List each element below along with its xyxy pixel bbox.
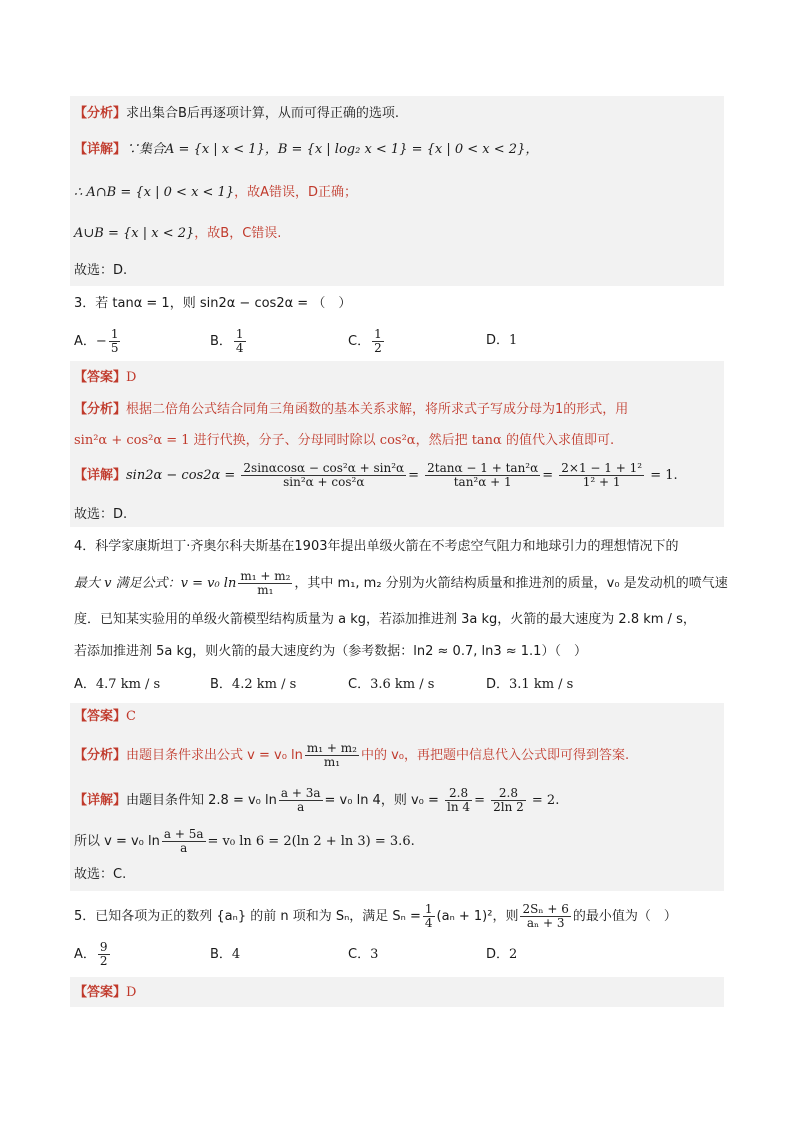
frac-den: 2 [374, 341, 382, 355]
q5-option-b [210, 946, 240, 964]
option-label: A． [74, 677, 96, 692]
frac-num: 2tanα − 1 + tan²α [427, 461, 539, 475]
detail-fraction [162, 828, 206, 855]
frac-den: 1² + 1 [582, 475, 621, 489]
frac-num: 1 [374, 327, 382, 341]
frac-num: a + 5a [163, 827, 204, 841]
q4-fraction [238, 570, 292, 597]
answer-value: D [126, 370, 137, 385]
option-fraction [109, 328, 121, 355]
option-label: C． [348, 677, 371, 692]
frac-den: a [180, 841, 188, 855]
frac-num: m₁ + m₂ [240, 569, 291, 583]
choose-line: 故选：D. [74, 263, 128, 278]
detail-line [74, 184, 357, 202]
q3-option-c [348, 328, 386, 355]
detail-text: = v₀ ln 6 = 2(ln 2 + ln 3) = 3.6. [207, 834, 415, 849]
option-label: A． [74, 947, 96, 962]
option-text: 4 [231, 947, 241, 962]
q4-option-a [74, 676, 160, 694]
frac-num: 9 [99, 940, 108, 954]
q3-option-b [210, 328, 248, 355]
q5-text: 的最小值为（ ） [572, 909, 677, 924]
option-text: 3.1 km / s [509, 677, 574, 692]
frac-den: 2ln 2 [493, 800, 524, 814]
detail-fraction [425, 462, 540, 489]
detail-text: 由题目条件知 2.8 = v₀ ln [126, 793, 277, 808]
q4-option-d [486, 676, 573, 694]
q5-text: 5．已知各项为正的数列 {aₙ} 的前 n 项和为 Sₙ，满足 Sₙ = [74, 909, 421, 924]
frac-num: 2.8 [491, 787, 526, 801]
frac-num: 1 [235, 327, 244, 341]
detail-tag: 【详解】 [74, 793, 127, 808]
question-3-stem: 3．若 tanα = 1，则 sin2α − cos2α = （ ） [74, 296, 352, 311]
choose-line: 故选：D. [74, 507, 128, 522]
option-label: C． [348, 334, 371, 349]
frac-num: 2×1 − 1 + 1² [561, 461, 643, 475]
analysis-text: 根据二倍角公式结合同角三角函数的基本关系求解，将所求式子写成分母为1的形式，用 [126, 402, 629, 417]
q5-fraction [423, 903, 435, 930]
frac-num: a + 3a [280, 786, 321, 800]
q5-text: (aₙ + 1)²，则 [436, 909, 519, 924]
detail-fraction [279, 787, 323, 814]
question-4-line [74, 570, 728, 597]
answer-tag: 【答案】 [74, 985, 127, 1000]
frac-den: a [297, 800, 305, 814]
option-sign: − [95, 334, 107, 349]
option-label: B． [210, 677, 232, 692]
frac-num: 2sinαcosα − cos²α + sin²α [243, 461, 405, 475]
frac-den: aₙ + 3 [526, 916, 565, 930]
analysis-line [74, 105, 399, 123]
answer-tag: 【答案】 [74, 370, 127, 385]
option-label: B． [210, 947, 232, 962]
solution-block-5 [70, 977, 724, 1007]
answer-line [74, 984, 136, 1002]
detail-text: ，故A错误，D正确； [234, 185, 358, 200]
question-5-stem [74, 903, 677, 930]
frac-den: tan²α + 1 [453, 475, 512, 489]
frac-den: 2 [99, 954, 108, 968]
answer-line [74, 708, 136, 726]
frac-den: m₁ [257, 583, 274, 597]
detail-eq: = [474, 793, 485, 808]
option-label: B． [210, 334, 232, 349]
q5-fraction [520, 903, 570, 930]
detail-end: = 2. [531, 793, 560, 808]
analysis-tag: 【分析】 [74, 106, 127, 121]
detail-text: 所以 v = v₀ ln [74, 834, 160, 849]
option-label: D． [486, 677, 510, 692]
detail-line [74, 225, 281, 243]
option-text: 3.6 km / s [370, 677, 435, 692]
q3-option-d [486, 332, 517, 350]
frac-num: 1 [110, 327, 119, 341]
q3-option-a [74, 328, 122, 355]
detail-math: A∪B = {x | x < 2} [74, 226, 195, 241]
option-text: 4.2 km / s [231, 677, 297, 692]
option-label: D． [486, 333, 510, 348]
frac-den: sin²α + cos²α [283, 475, 365, 489]
detail-fraction [241, 462, 406, 489]
q5-option-a [74, 941, 112, 968]
option-text: 3 [370, 947, 379, 962]
detail-text: ∵集合A = {x | x < 1}，B = {x | log₂ x < 1} = {x | 0 < x < 2}， [126, 142, 539, 157]
option-text: 1 [509, 333, 518, 348]
option-label: A． [74, 334, 96, 349]
answer-tag: 【答案】 [74, 709, 127, 724]
detail-fraction [445, 787, 472, 814]
frac-num: 2.8 [445, 787, 472, 801]
question-4-line: 4．科学家康斯坦丁·齐奥尔科夫斯基在1903年提出单级火箭在不考虑空气阻力和地球引力的理想情况下的 [74, 539, 679, 554]
answer-line [74, 369, 136, 387]
option-fraction [98, 941, 110, 968]
frac-num: 1 [424, 902, 433, 916]
question-4-line: 若添加推进剂 5a kg，则火箭的最大速度约为（参考数据：ln2 ≈ 0.7, ln3 ≈ 1.1）（ ） [74, 644, 587, 659]
q4-option-b [210, 676, 296, 694]
detail-math: ∴ A∩B = {x | 0 < x < 1} [74, 185, 235, 200]
frac-den: ln 4 [447, 800, 471, 814]
detail-math: sin2α − cos2α = [126, 468, 236, 483]
detail-text: = v₀ ln 4，则 v₀ = [324, 793, 439, 808]
answer-value: D [126, 985, 137, 1000]
q4-text: ，其中 m₁, m₂ 分别为火箭结构质量和推进剂的质量，v₀ 是发动机的喷气速 [294, 576, 728, 591]
frac-num: 2Sₙ + 6 [522, 902, 569, 916]
detail-tag: 【详解】 [74, 142, 127, 157]
q5-option-c [348, 946, 378, 964]
choose-line: 故选：C. [74, 867, 127, 882]
analysis-tag: 【分析】 [74, 402, 127, 417]
detail-fraction [491, 787, 526, 814]
frac-den: 4 [424, 916, 433, 930]
detail-line [74, 787, 559, 814]
detail-text: ，故B，C错误. [194, 226, 282, 241]
q5-option-d [486, 946, 517, 964]
q4-text: 最大 v 满足公式：v = v₀ ln [74, 576, 237, 591]
q4-option-c [348, 676, 434, 694]
detail-line: 【详解】sin2α − cos2α = $\frac{\text{2sinαcosα − cos²α + sin²α}}{\text{sin²α + cos²α}}$ = $\frac{\text{2tanα − 1 + tan²α}}{\text{tan²α + 1}}$ = $\frac{\text{2×1 − 1 + 1²}}{\text{1² + 1}}$ = 1. [74, 461, 678, 489]
option-fraction [234, 328, 246, 355]
analysis-tag: 【分析】 [74, 748, 127, 763]
frac-den: 4 [235, 341, 244, 355]
detail-line [74, 828, 415, 855]
answer-value: C [126, 709, 136, 724]
detail-line [74, 141, 538, 159]
detail-fraction [559, 462, 644, 489]
frac-den: 5 [110, 341, 119, 355]
question-4-line: 度．已知某实验用的单级火箭模型结构质量为 a kg，若添加推进剂 3a kg，火箭的最大速度为 2.8 km / s， [74, 612, 696, 627]
option-label: C． [348, 947, 371, 962]
option-text: 4.7 km / s [95, 677, 161, 692]
analysis-line [74, 401, 628, 419]
option-text: 2 [509, 947, 518, 962]
analysis-fraction [305, 742, 359, 769]
frac-num: m₁ + m₂ [306, 741, 357, 755]
frac-den: m₁ [323, 755, 341, 769]
detail-tag: 【详解】 [74, 468, 127, 483]
option-label: D． [486, 947, 510, 962]
analysis-line [74, 742, 629, 769]
analysis-text: 由题目条件求出公式 v = v₀ ln [126, 748, 303, 763]
analysis-text: 求出集合B后再逐项计算，从而可得正确的选项. [126, 106, 400, 121]
analysis-text: 中的 v₀，再把题中信息代入公式即可得到答案. [360, 748, 630, 763]
analysis-line: sin²α + cos²α = 1 进行代换，分子、分母同时除以 cos²α，然后把 tanα 的值代入求值即可. [74, 433, 615, 448]
option-fraction [372, 328, 384, 355]
detail-end: = 1. [650, 468, 678, 483]
